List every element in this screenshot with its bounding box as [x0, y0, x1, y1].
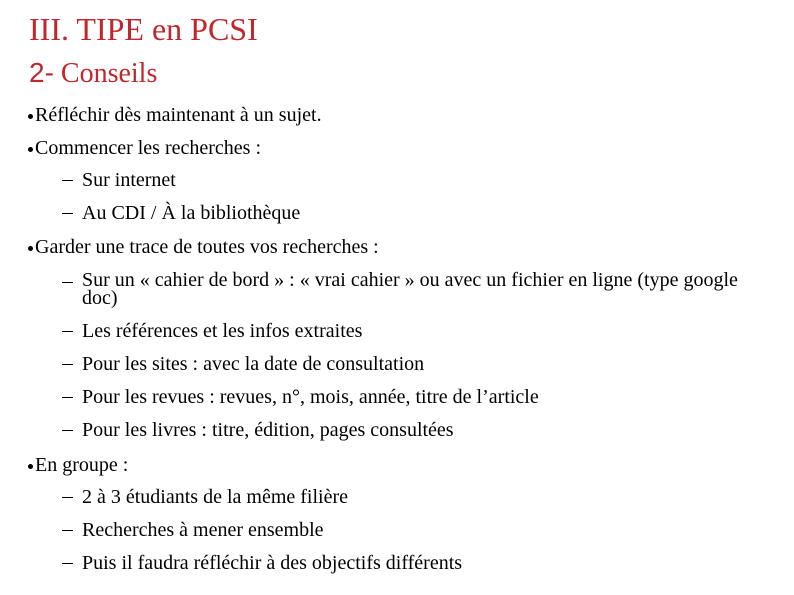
dash-icon	[62, 364, 73, 365]
sub-item	[62, 168, 176, 192]
bullet-text: :	[368, 236, 379, 258]
sub-item-text: Pour les revues : revues, n°, mois, année, titre de l’article	[82, 386, 539, 408]
sub-item	[62, 319, 362, 343]
slide-title: III. TIPE en PCSI	[29, 11, 258, 47]
bullet-text: Réfléchir dès maintenant à un sujet.	[35, 104, 322, 126]
sub-item-text: Sur internet	[82, 169, 176, 191]
sub-item	[62, 551, 462, 575]
bullet-item	[28, 453, 128, 477]
dash-icon	[62, 563, 73, 564]
dash-icon	[62, 282, 73, 283]
bullet-text: Commencer les recherches :	[35, 137, 262, 159]
sub-item-text: Pour les livres : titre, édition, pages consultées	[82, 419, 454, 441]
bullet-item	[28, 103, 322, 127]
sub-item-text: Recherches à mener ensemble	[82, 519, 324, 541]
sub-item	[62, 201, 300, 225]
sub-item	[62, 271, 752, 307]
bullet-text-emphasis: Garder une trace de toutes vos recherches	[35, 236, 369, 258]
sub-item	[62, 485, 348, 509]
bullet-icon	[28, 246, 33, 251]
dash-icon	[62, 397, 73, 398]
sub-item	[62, 385, 539, 409]
bullet-icon	[28, 147, 33, 152]
bullet-item	[28, 136, 261, 160]
bullet-text: En groupe :	[35, 454, 129, 476]
dash-icon	[62, 180, 73, 181]
dash-icon	[62, 497, 73, 498]
sub-item-text: Pour les sites : avec la date de consultation	[82, 353, 425, 375]
sub-item	[62, 352, 424, 376]
dash-icon	[62, 430, 73, 431]
dash-icon	[62, 213, 73, 214]
bullet-icon	[28, 464, 33, 469]
dash-icon	[62, 530, 73, 531]
dash-icon	[62, 331, 73, 332]
slide-subtitle	[29, 55, 157, 92]
sub-item-text: Au CDI / À la bibliothèque	[82, 202, 301, 224]
sub-item-text: Sur un « cahier de bord » : « vrai cahier » ou avec un fichier en ligne (type google doc)	[82, 269, 738, 309]
subtitle-number: 2-	[29, 57, 54, 88]
sub-item-text: 2 à 3 étudiants de la même filière	[82, 486, 349, 508]
subtitle-text: Conseils	[53, 58, 158, 89]
bullet-icon	[28, 114, 33, 119]
bullet-item	[28, 235, 379, 259]
sub-item-text: Puis il faudra réfléchir à des objectifs différents	[82, 552, 463, 574]
sub-item-text: Les références et les infos extraites	[82, 320, 363, 342]
sub-item	[62, 418, 454, 442]
sub-item	[62, 518, 324, 542]
